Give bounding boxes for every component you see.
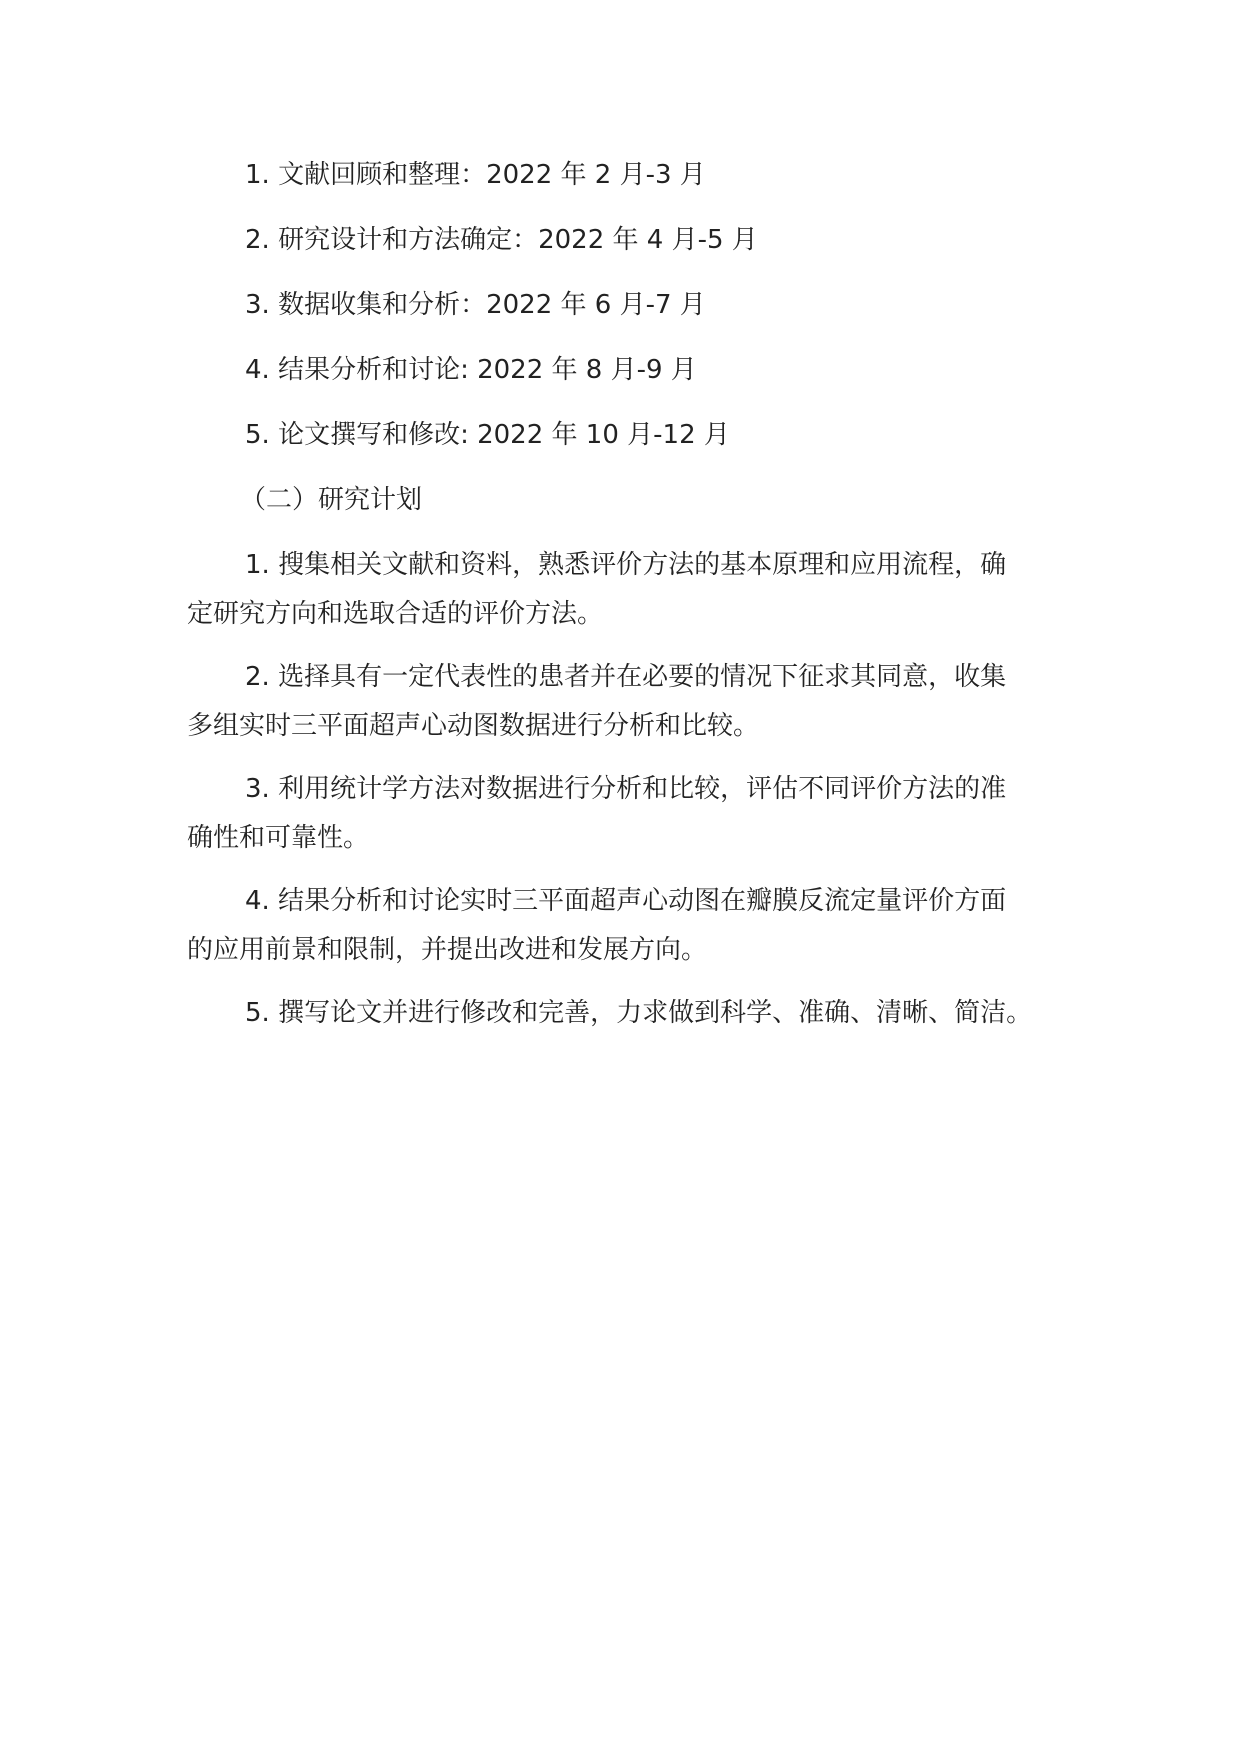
plan-item-4-line-2: 的应用前景和限制，并提出改进和发展方向。 xyxy=(187,935,708,965)
plan-item-1-line-2: 定研究方向和选取合适的评价方法。 xyxy=(187,599,604,629)
schedule-item-1: 1. 文献回顾和整理：2022 年 2 月-3 月 xyxy=(245,160,706,190)
schedule-item-5: 5. 论文撰写和修改: 2022 年 10 月-12 月 xyxy=(245,420,730,450)
schedule-item-2: 2. 研究设计和方法确定：2022 年 4 月-5 月 xyxy=(245,225,758,255)
schedule-item-3: 3. 数据收集和分析：2022 年 6 月-7 月 xyxy=(245,290,706,320)
plan-item-1-line-1: 1. 搜集相关文献和资料，熟悉评价方法的基本原理和应用流程，确 xyxy=(245,550,1007,580)
plan-item-2-line-2: 多组实时三平面超声心动图数据进行分析和比较。 xyxy=(187,711,760,741)
section-heading: （二）研究计划 xyxy=(240,485,423,515)
plan-item-4-line-1: 4. 结果分析和讨论实时三平面超声心动图在瓣膜反流定量评价方面 xyxy=(245,886,1007,916)
plan-item-5-line-1: 5. 撰写论文并进行修改和完善，力求做到科学、准确、清晰、简洁。 xyxy=(245,998,1033,1028)
plan-item-2-line-1: 2. 选择具有一定代表性的患者并在必要的情况下征求其同意，收集 xyxy=(245,662,1007,692)
plan-item-3-line-2: 确性和可靠性。 xyxy=(187,823,370,853)
plan-item-3-line-1: 3. 利用统计学方法对数据进行分析和比较，评估不同评价方法的准 xyxy=(245,774,1007,804)
schedule-item-4: 4. 结果分析和讨论: 2022 年 8 月-9 月 xyxy=(245,355,697,385)
